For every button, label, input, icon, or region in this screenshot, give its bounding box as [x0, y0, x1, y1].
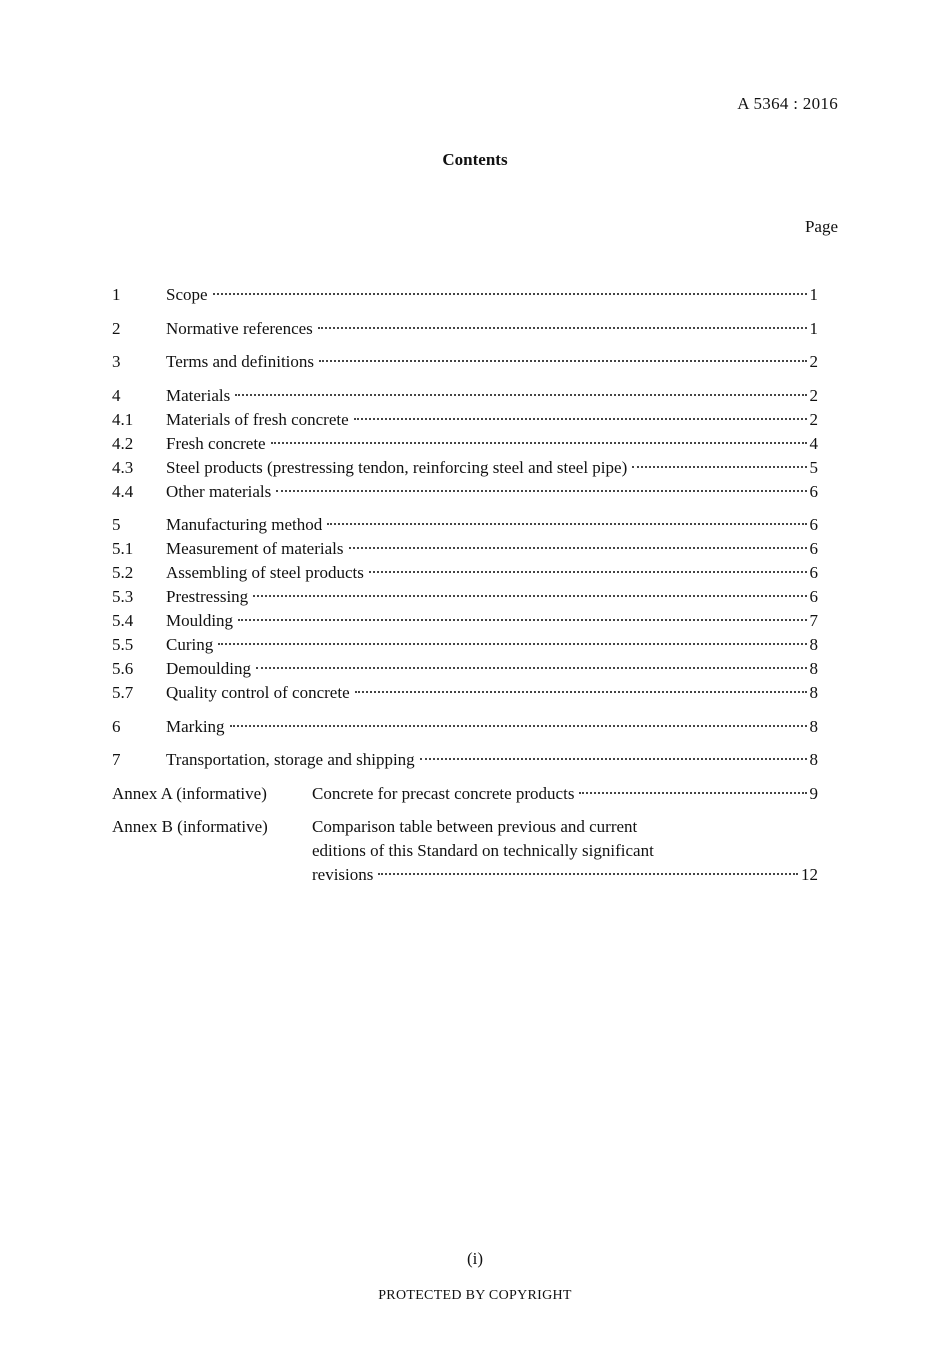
- dot-leader: [256, 667, 807, 669]
- page-number: 2: [809, 409, 818, 429]
- annex-label: Annex B (informative): [112, 817, 268, 836]
- section-number: 4.1: [112, 409, 134, 429]
- section-title: Quality control of concrete: [166, 683, 350, 702]
- page-folio: (i): [466, 1249, 484, 1268]
- page-number: 7: [809, 611, 818, 630]
- page-number: 8: [809, 659, 818, 678]
- section-number: 5.6: [112, 659, 134, 678]
- section-number: 4.3: [112, 457, 134, 477]
- page-number: 2: [809, 385, 818, 405]
- dot-leader: [632, 466, 806, 468]
- section-title: Normative references: [166, 318, 313, 338]
- toc-entry[interactable]: [112, 480, 818, 504]
- section-title: Other materials: [166, 481, 272, 501]
- section-number: 4.2: [112, 433, 134, 453]
- toc-entry-annex-b[interactable]: [112, 815, 818, 887]
- page-title: Contents: [442, 150, 508, 169]
- section-title: Fresh concrete: [166, 433, 266, 453]
- toc-entry[interactable]: [112, 350, 818, 374]
- annex-page-number: 12: [801, 865, 818, 884]
- annex-page-number: 9: [809, 783, 818, 803]
- section-title: Manufacturing method: [166, 515, 323, 534]
- section-title: Curing: [166, 635, 214, 654]
- section-number: 3: [112, 352, 121, 371]
- section-title: Assembling of steel products: [166, 563, 364, 582]
- page-number: 1: [809, 285, 818, 304]
- toc-entry[interactable]: [112, 681, 818, 705]
- dot-leader: [276, 490, 806, 492]
- toc-entry[interactable]: [112, 633, 818, 657]
- page-number: 4: [809, 433, 818, 453]
- toc-entry[interactable]: [112, 561, 818, 585]
- toc-entry[interactable]: [112, 513, 818, 537]
- annex-title-line: revisions: [312, 865, 374, 884]
- dot-leader: [271, 442, 807, 444]
- page-number: 6: [809, 563, 818, 582]
- dot-leader: [349, 547, 807, 549]
- section-title: Transportation, storage and shipping: [166, 750, 415, 769]
- section-title: Scope: [166, 285, 208, 304]
- section-title: Prestressing: [166, 587, 249, 606]
- section-number: 1: [112, 285, 121, 304]
- dot-leader: [230, 725, 807, 727]
- page-number: 1: [809, 318, 818, 338]
- dot-leader: [235, 394, 806, 396]
- section-title: Steel products (prestressing tendon, reinforcing steel and steel pipe): [166, 457, 628, 477]
- dot-leader: [369, 571, 807, 573]
- dot-leader: [318, 327, 807, 329]
- section-number: 5.2: [112, 563, 134, 582]
- dot-leader: [253, 595, 806, 597]
- section-number: 6: [112, 716, 121, 736]
- table-of-contents: [112, 283, 818, 887]
- toc-entry[interactable]: [112, 748, 818, 772]
- annex-label: Annex A (informative): [112, 783, 267, 803]
- dot-leader: [579, 792, 806, 794]
- page-number: 6: [809, 481, 818, 501]
- page-number: 8: [809, 683, 818, 702]
- annex-title-line: Comparison table between previous and current: [312, 817, 638, 836]
- section-title: Demoulding: [166, 659, 251, 678]
- dot-leader: [355, 691, 807, 693]
- section-title: Marking: [166, 716, 225, 736]
- page-number: 8: [809, 635, 818, 654]
- section-number: 4.4: [112, 481, 134, 501]
- toc-entry[interactable]: [112, 317, 818, 341]
- toc-entry[interactable]: [112, 609, 818, 633]
- toc-entry[interactable]: [112, 657, 818, 681]
- dot-leader: [238, 619, 806, 621]
- section-title: Moulding: [166, 611, 234, 630]
- annex-body: [312, 815, 818, 887]
- section-number: 5.5: [112, 635, 134, 654]
- dot-leader: [354, 418, 807, 420]
- page-number: 5: [809, 457, 818, 477]
- page-number: 2: [809, 352, 818, 371]
- dot-leader: [213, 293, 807, 295]
- toc-entry[interactable]: [112, 408, 818, 432]
- annex-title-line: editions of this Standard on technically significant: [312, 841, 654, 860]
- page-number: 6: [809, 587, 818, 606]
- toc-entry-annex-a[interactable]: [112, 782, 818, 806]
- dot-leader: [327, 523, 806, 525]
- page-number: 8: [809, 716, 818, 736]
- toc-entry[interactable]: [112, 456, 818, 480]
- section-number: 2: [112, 318, 121, 338]
- section-number: 4: [112, 385, 121, 405]
- section-number: 5.1: [112, 539, 134, 558]
- page-number: 8: [809, 750, 818, 769]
- toc-entry[interactable]: [112, 384, 818, 408]
- dot-leader: [218, 643, 806, 645]
- toc-entries: [112, 283, 818, 772]
- section-number: 5.3: [112, 587, 134, 606]
- toc-entry[interactable]: [112, 283, 818, 307]
- section-number: 5.4: [112, 611, 134, 630]
- standard-code: A 5364 : 2016: [737, 94, 838, 113]
- toc-entry[interactable]: [112, 537, 818, 561]
- toc-entry[interactable]: [112, 432, 818, 456]
- toc-entry[interactable]: [112, 585, 818, 609]
- page-number: 6: [809, 539, 818, 558]
- section-title: Materials: [166, 385, 231, 405]
- annex-title: Concrete for precast concrete products: [312, 783, 575, 803]
- section-title: Terms and definitions: [166, 352, 315, 371]
- section-title: Materials of fresh concrete: [166, 409, 349, 429]
- toc-entry[interactable]: [112, 715, 818, 739]
- page-column-label: Page: [804, 217, 838, 236]
- section-number: 5.7: [112, 683, 134, 702]
- page-number: 6: [809, 515, 818, 534]
- dot-leader: [378, 873, 798, 875]
- dot-leader: [319, 360, 806, 362]
- section-number: 7: [112, 750, 121, 769]
- copyright-notice: PROTECTED BY COPYRIGHT: [378, 1288, 572, 1303]
- dot-leader: [420, 758, 807, 760]
- annex-body: [312, 782, 818, 806]
- section-number: 5: [112, 515, 121, 534]
- section-title: Measurement of materials: [166, 539, 344, 558]
